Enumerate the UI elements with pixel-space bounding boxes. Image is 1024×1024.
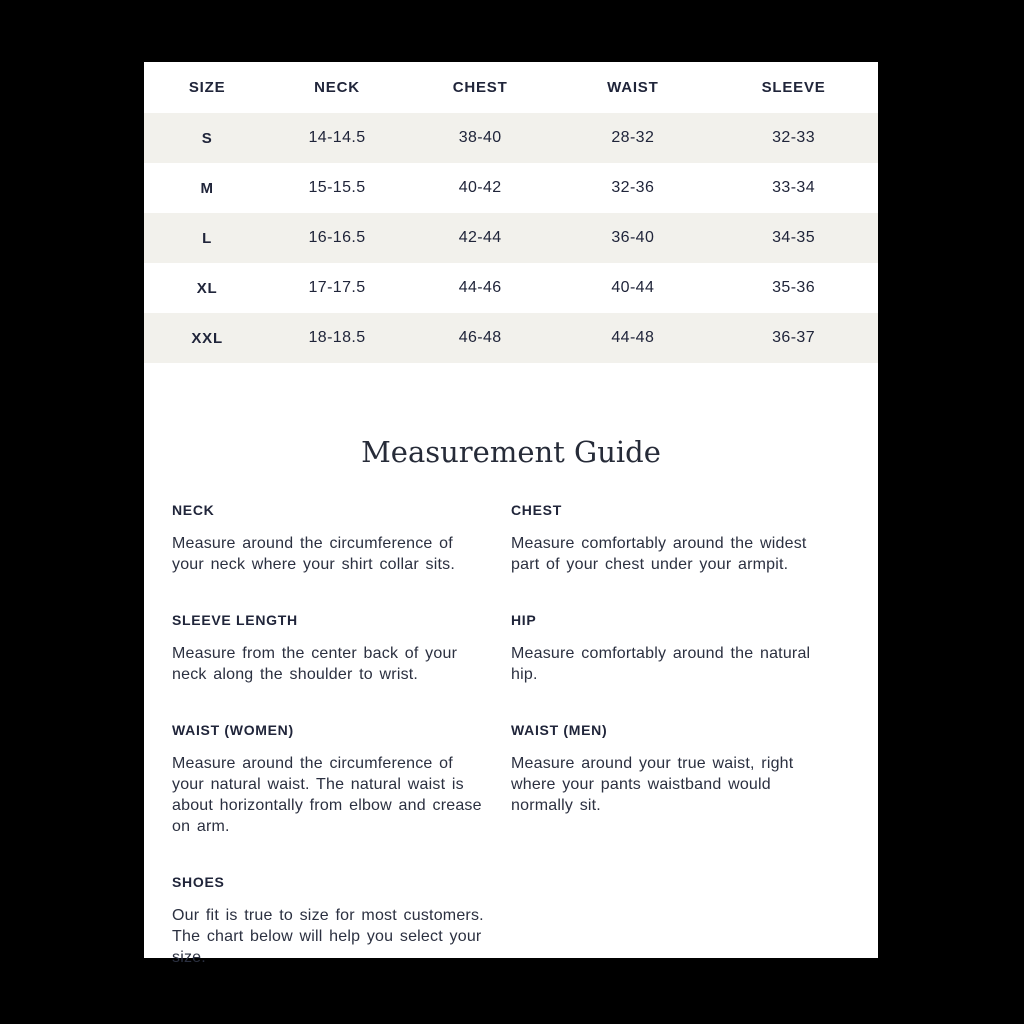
size-cell: M xyxy=(200,179,214,197)
guide-section-shoes xyxy=(172,874,491,968)
measurement-cell: 16-16.5 xyxy=(308,229,366,246)
guide-sections xyxy=(144,502,878,1005)
measurement-cell: 18-18.5 xyxy=(308,329,366,346)
measurement-cell: 28-32 xyxy=(611,129,655,146)
table-row-m xyxy=(144,163,878,213)
guide-section-hip xyxy=(511,612,830,685)
section-heading: NECK xyxy=(172,502,215,518)
column-header-neck: NECK xyxy=(314,79,360,96)
section-body: Measure around the circumference of your natural waist. The natural waist is about horizontally from elbow and crease on arm. xyxy=(172,755,482,835)
size-cell: XL xyxy=(196,279,218,297)
section-heading: SLEEVE LENGTH xyxy=(172,612,298,628)
measurement-cell: 46-48 xyxy=(458,329,502,346)
guide-section-waist-women xyxy=(172,722,491,837)
section-heading: CHEST xyxy=(511,502,562,518)
section-body: Measure comfortably around the natural hip. xyxy=(511,645,811,683)
column-header-size: SIZE xyxy=(188,79,226,96)
guide-section-chest xyxy=(511,502,830,575)
column-header-sleeve: SLEEVE xyxy=(761,79,826,96)
table-row-xl xyxy=(144,263,878,313)
section-body: Measure around the circumference of your neck where your shirt collar sits. xyxy=(172,535,456,573)
measurement-cell: 33-34 xyxy=(772,179,816,196)
size-cell: S xyxy=(201,129,213,147)
section-body: Measure comfortably around the widest part of your chest under your armpit. xyxy=(511,535,807,573)
section-body: Measure around your true waist, right where your pants waistband would normally sit. xyxy=(511,755,794,814)
size-chart-table xyxy=(144,62,878,363)
table-header-row xyxy=(144,62,878,113)
measurement-cell: 38-40 xyxy=(458,129,502,146)
guide-section-neck xyxy=(172,502,491,575)
measurement-cell: 32-33 xyxy=(772,129,816,146)
guide-section-waist-men xyxy=(511,722,830,816)
measurement-cell: 14-14.5 xyxy=(308,129,366,146)
table-row-xxl xyxy=(144,313,878,363)
size-guide-panel xyxy=(144,62,878,966)
column-header-waist: WAIST xyxy=(607,79,659,96)
measurement-cell: 17-17.5 xyxy=(308,279,366,296)
measurement-cell: 36-40 xyxy=(611,229,655,246)
section-heading: WAIST (MEN) xyxy=(511,722,608,738)
measurement-cell: 36-37 xyxy=(772,329,816,346)
measurement-cell: 35-36 xyxy=(772,279,816,296)
section-heading: WAIST (WOMEN) xyxy=(172,722,294,738)
measurement-cell: 40-42 xyxy=(458,179,502,196)
measurement-cell: 40-44 xyxy=(611,279,655,296)
measurement-cell: 15-15.5 xyxy=(308,179,366,196)
measurement-cell: 32-36 xyxy=(611,179,655,196)
size-cell: XXL xyxy=(191,329,223,347)
measurement-cell: 44-46 xyxy=(458,279,502,296)
size-cell: L xyxy=(202,229,213,247)
measurement-cell: 42-44 xyxy=(458,229,502,246)
section-body: Our fit is true to size for most customers. The chart below will help you select your size. xyxy=(172,907,484,966)
guide-section-sleeve-length xyxy=(172,612,491,685)
measurement-cell: 44-48 xyxy=(611,329,655,346)
table-row-s xyxy=(144,113,878,163)
table-row-l xyxy=(144,213,878,263)
measurement-cell: 34-35 xyxy=(772,229,816,246)
section-heading: SHOES xyxy=(172,874,225,890)
section-heading: HIP xyxy=(511,612,537,628)
column-header-chest: CHEST xyxy=(452,79,508,96)
guide-title: Measurement Guide xyxy=(361,435,661,469)
section-body: Measure from the center back of your neck along the shoulder to wrist. xyxy=(172,645,458,683)
